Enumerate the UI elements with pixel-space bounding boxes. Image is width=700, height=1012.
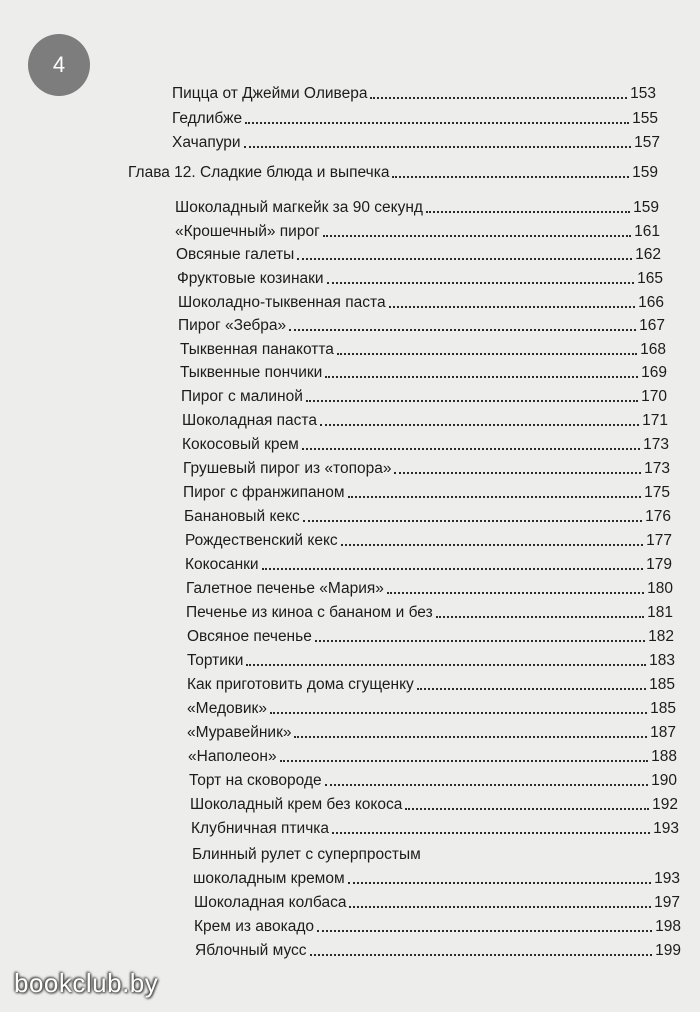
toc-entry-page: 159 — [632, 164, 658, 181]
toc-entry-title: Яблочный мусс — [195, 942, 307, 959]
toc-entry-title: Кокосовый крем — [182, 436, 299, 453]
toc-entry — [193, 864, 680, 888]
toc-entry-title: шоколадным кремом — [193, 870, 345, 887]
leader-dots — [349, 906, 651, 908]
leader-dots — [280, 760, 648, 762]
leader-dots — [327, 282, 634, 284]
leader-dots — [289, 329, 636, 331]
leader-dots — [332, 832, 650, 834]
leader-dots — [262, 568, 643, 570]
toc-entry-title: «Крошечный» пирог — [175, 223, 320, 240]
toc-entry — [185, 526, 672, 550]
toc-entry-page: 190 — [651, 772, 677, 789]
toc-entry-title: Крем из авокадо — [194, 918, 315, 935]
leader-dots — [370, 97, 627, 99]
toc-entry-page: 173 — [643, 436, 669, 453]
toc-entry-page: 161 — [634, 223, 660, 240]
toc-entry-page: 185 — [650, 700, 676, 717]
toc-entry — [172, 128, 660, 152]
toc-entry-title: Шоколадный магкейк за 90 секунд — [175, 199, 423, 216]
leader-dots — [417, 688, 646, 690]
toc-entry-page: 183 — [649, 652, 675, 669]
toc-entry-title: Фруктовые козинаки — [177, 270, 324, 287]
toc-entry — [187, 622, 674, 646]
toc-entry — [180, 358, 667, 382]
leader-dots — [244, 146, 631, 148]
toc-entry — [180, 335, 666, 359]
toc-entry — [177, 264, 663, 288]
toc-entry-page: 185 — [649, 676, 675, 693]
toc-entry-page: 193 — [653, 820, 679, 837]
toc-entry-page: 168 — [640, 341, 666, 358]
toc-entry-title: Шоколадный крем без кокоса — [190, 796, 403, 813]
toc-entry — [178, 311, 665, 335]
leader-dots — [310, 954, 652, 956]
toc-entry-page: 166 — [638, 294, 664, 311]
toc-entry-title: «Наполеон» — [188, 748, 277, 765]
toc-entry-page: 193 — [654, 870, 680, 887]
toc-entry-page: 167 — [639, 317, 665, 334]
toc-entry-title: Пирог «Зебра» — [178, 317, 287, 334]
toc-entry-title: Пирог с малиной — [181, 388, 303, 405]
toc-entry — [187, 694, 676, 718]
toc-entry-title: Банановый кекс — [184, 508, 300, 525]
leader-dots — [323, 235, 631, 237]
page-number-badge: 4 — [28, 34, 90, 96]
toc-entry-page: 198 — [655, 918, 681, 935]
toc-entry-title: Клубничная птичка — [191, 820, 330, 837]
toc-entry-title: Галетное печенье «Мария» — [186, 580, 384, 597]
leader-dots — [320, 424, 639, 426]
toc-entry — [187, 670, 675, 694]
toc-entry — [181, 382, 667, 406]
toc-entry-title: Рождественский кекс — [185, 532, 338, 549]
toc-entry-page: 199 — [655, 942, 681, 959]
leader-dots — [270, 712, 647, 714]
toc-entry — [186, 574, 673, 598]
leader-dots — [387, 592, 644, 594]
toc-entry — [186, 598, 673, 622]
toc-entry-title: Шоколадная паста — [182, 412, 317, 429]
leader-dots — [325, 376, 638, 378]
toc-entry-title: Торт на сковороде — [189, 772, 322, 789]
leader-dots — [246, 664, 646, 666]
leader-dots — [294, 736, 647, 738]
toc-entry — [187, 718, 676, 742]
toc-entry-page: 159 — [633, 199, 659, 216]
toc-entry-page: 187 — [650, 724, 676, 741]
toc-entry-page: 170 — [641, 388, 667, 405]
toc-entry — [189, 766, 677, 790]
toc-entry-page: 176 — [645, 508, 671, 525]
toc-entry-page: 188 — [651, 748, 677, 765]
toc-entry-title: Хачапури — [172, 134, 241, 151]
leader-dots — [436, 616, 644, 618]
toc-entry-title: Кокосанки — [185, 556, 259, 573]
toc-entry — [175, 193, 659, 217]
toc-entry-page: 180 — [647, 580, 673, 597]
toc-entry-title: Тыквенная панакотта — [180, 341, 334, 358]
leader-dots — [303, 520, 642, 522]
toc-entry-title: Пирог с франжипаном — [183, 484, 345, 501]
leader-dots — [337, 353, 637, 355]
toc-entry-page: 162 — [635, 246, 661, 263]
leader-dots — [245, 122, 629, 124]
toc-entry-title: Овсяные галеты — [176, 246, 295, 263]
toc-entry — [183, 454, 670, 478]
leader-dots — [389, 306, 635, 308]
chapter-heading — [128, 158, 658, 182]
toc-entry — [192, 840, 679, 864]
toc-entry-title: Шоколадная колбаса — [194, 894, 347, 911]
toc-entry-title: Гедлибже — [172, 110, 243, 127]
leader-dots — [302, 448, 640, 450]
toc-entry-page: 171 — [642, 412, 668, 429]
toc-entry-page: 173 — [644, 460, 670, 477]
leader-dots — [394, 472, 641, 474]
toc-entry-title: Глава 12. Сладкие блюда и выпечка — [128, 164, 390, 181]
toc-entry-title: Пицца от Джейми Оливера — [172, 85, 368, 102]
site-watermark: bookclub.by — [14, 968, 159, 998]
toc-entry — [194, 888, 680, 912]
toc-entry-title: Тыквенные пончики — [180, 364, 323, 381]
toc-entry-title: Как приготовить дома сгущенку — [187, 676, 414, 693]
toc-entry-page: 181 — [647, 604, 673, 621]
toc-entry-title: Тортики — [187, 652, 244, 669]
toc-entry-page: 155 — [632, 110, 658, 127]
toc-entry-page: 175 — [644, 484, 670, 501]
toc-entry — [185, 550, 672, 574]
leader-dots — [341, 544, 643, 546]
toc-entry-page: 197 — [654, 894, 680, 911]
toc-entry — [176, 240, 661, 264]
leader-dots — [297, 258, 632, 260]
toc-entry-page: 179 — [646, 556, 672, 573]
leader-dots — [348, 496, 642, 498]
toc-entry — [175, 217, 660, 241]
leader-dots — [405, 808, 649, 810]
toc-entry-page: 169 — [641, 364, 667, 381]
toc-entry-title: Печенье из киноа с бананом и без — [186, 604, 433, 621]
toc-entry — [190, 790, 678, 814]
toc-entry — [194, 912, 681, 936]
toc-entry-page: 157 — [634, 134, 660, 151]
toc-entry-page: 177 — [646, 532, 672, 549]
toc-entry-title: «Муравейник» — [187, 724, 292, 741]
toc-entry — [172, 79, 656, 103]
toc-entry — [195, 936, 681, 960]
leader-dots — [306, 400, 638, 402]
toc-entry-title: Блинный рулет с суперпростым — [192, 846, 421, 863]
toc-entry-title: Шоколадно-тыквенная паста — [178, 294, 386, 311]
leader-dots — [317, 930, 652, 932]
toc-entry — [187, 646, 675, 670]
toc-entry-title: «Медовик» — [187, 700, 267, 717]
toc-entry-page: 192 — [652, 796, 678, 813]
toc-entry-page: 182 — [648, 628, 674, 645]
toc-entry-page: 153 — [630, 85, 656, 102]
leader-dots — [348, 882, 651, 884]
toc-entry-title: Овсяное печенье — [187, 628, 312, 645]
toc-entry-page: 165 — [637, 270, 663, 287]
toc-entry — [191, 814, 679, 838]
toc-entry — [172, 104, 658, 128]
leader-dots — [325, 784, 648, 786]
toc-entry-title: Грушевый пирог из «топора» — [183, 460, 392, 477]
toc-entry — [182, 406, 668, 430]
leader-dots — [426, 211, 630, 213]
toc-entry — [184, 502, 671, 526]
toc-entry — [183, 478, 670, 502]
leader-dots — [315, 640, 645, 642]
leader-dots — [392, 176, 629, 178]
toc-entry — [178, 288, 664, 312]
toc-entry — [188, 742, 677, 766]
toc-entry — [182, 430, 669, 454]
